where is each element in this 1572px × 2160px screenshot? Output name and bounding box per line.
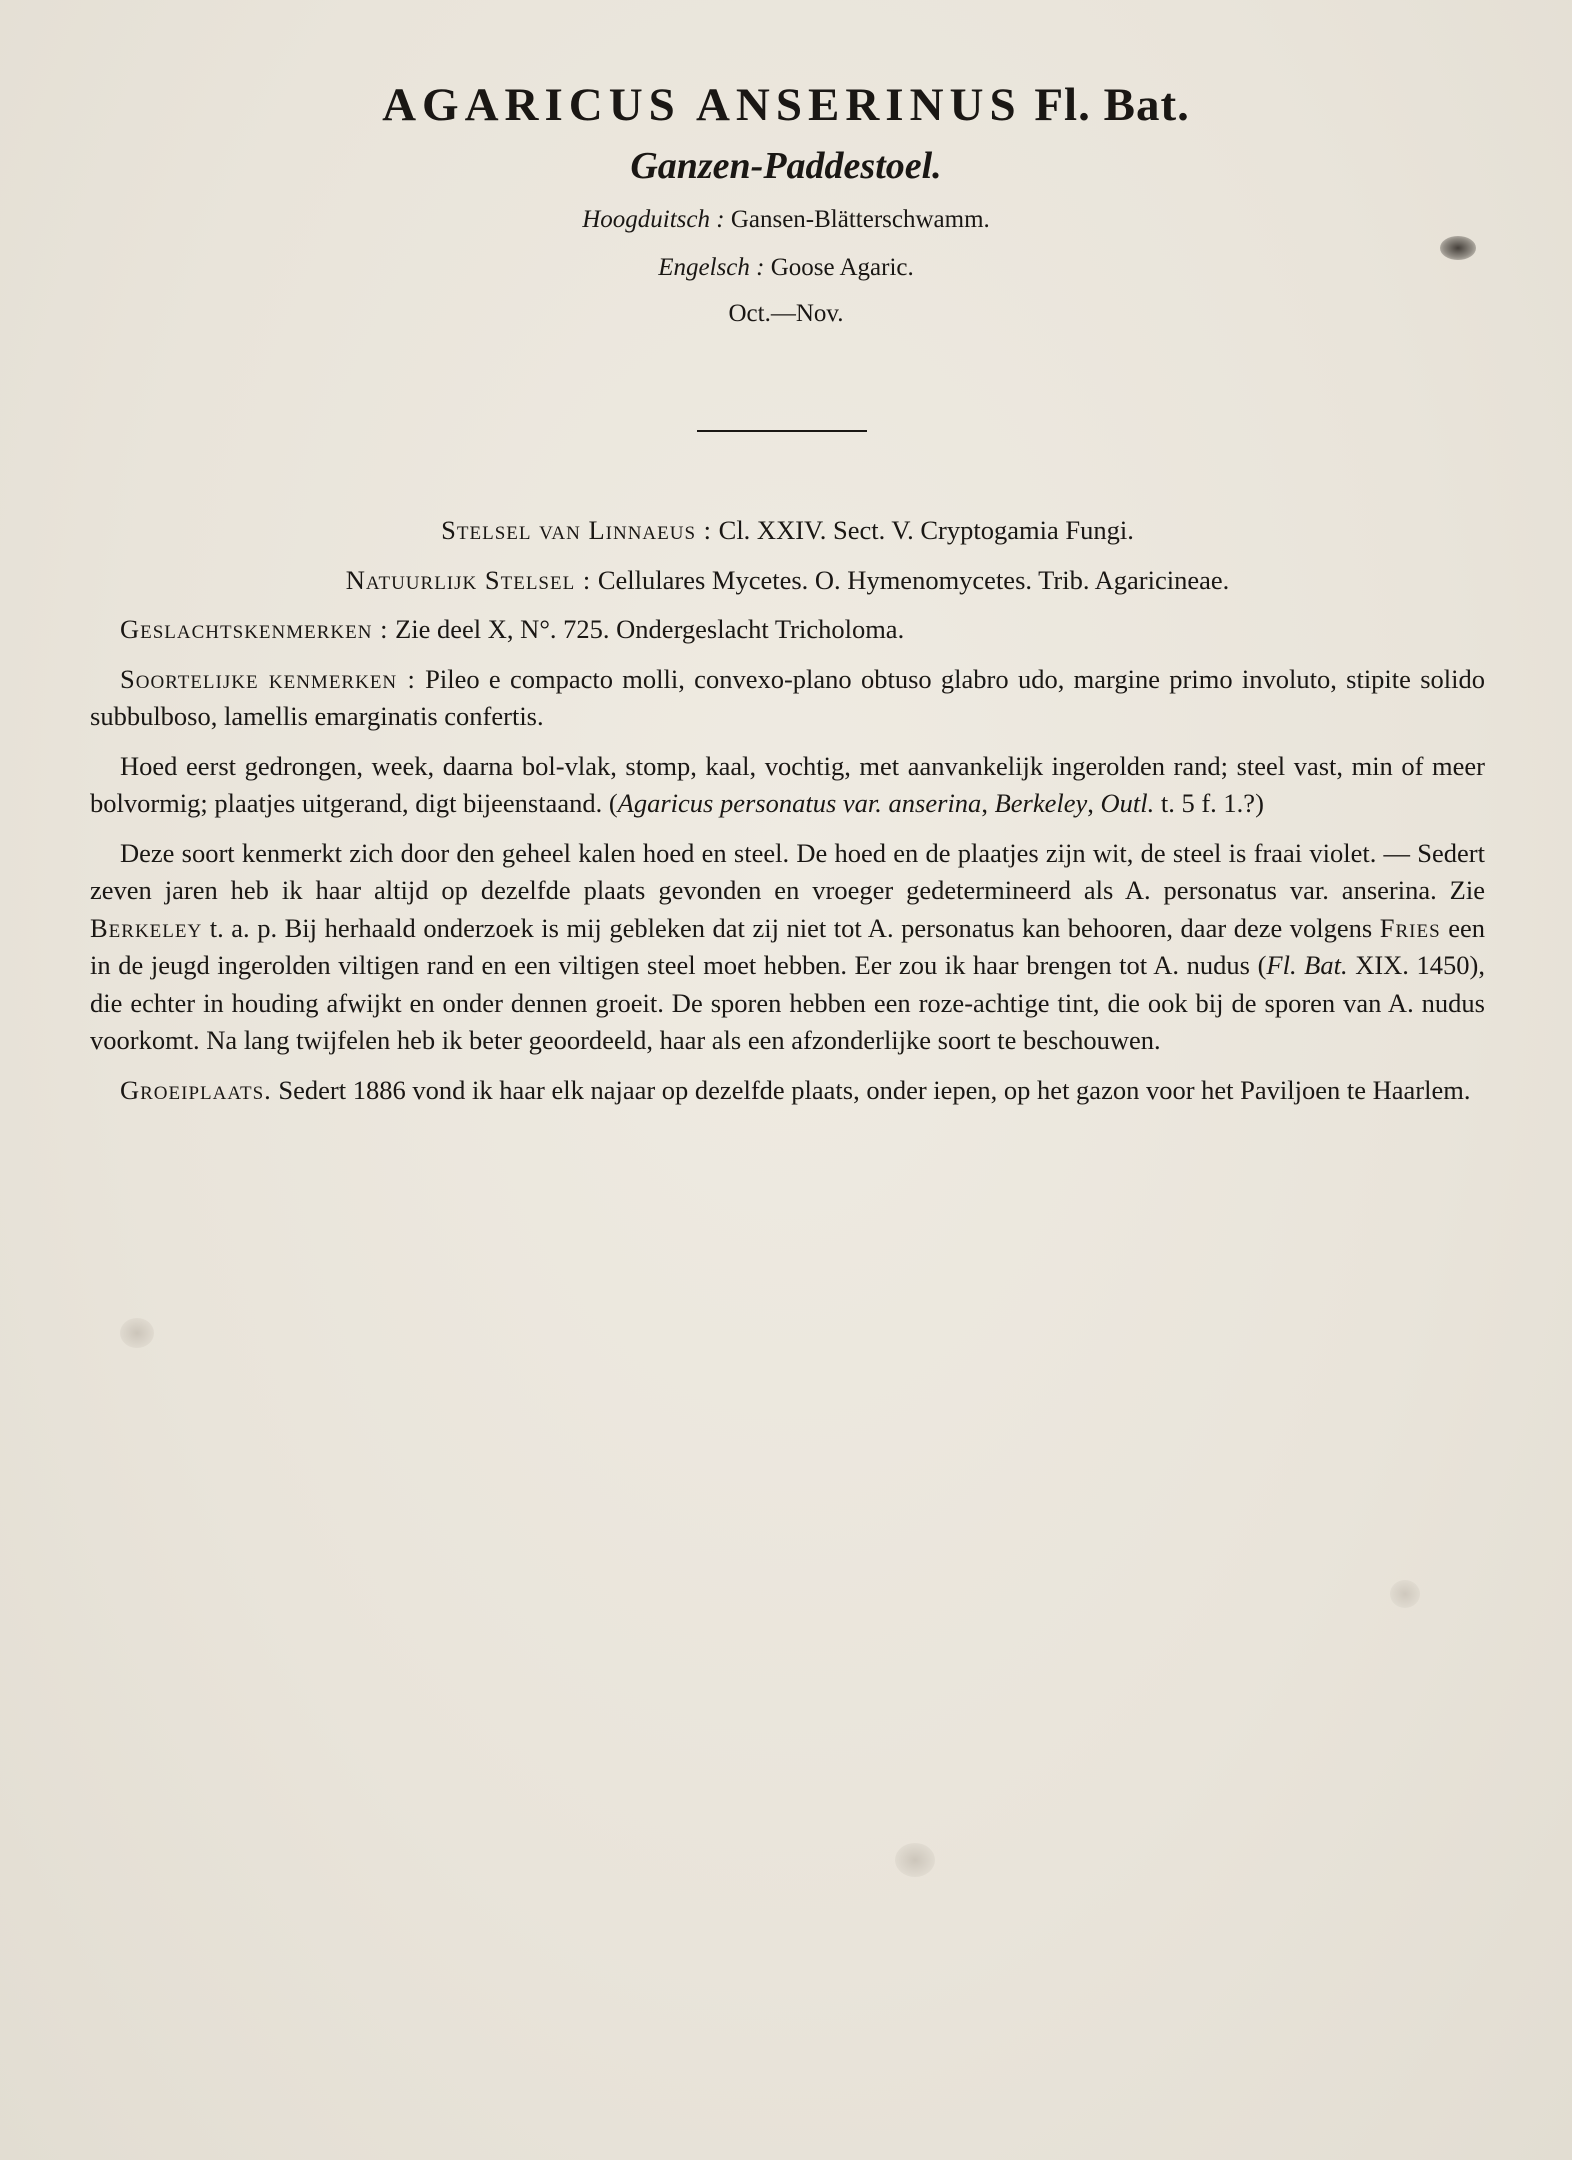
discussion-text: XIX. 1450), die echter in houding afwijkt en onder dennen groeit. De sporen hebben een roze-achtige tint, die ook bij de sporen van A. nudus voorkomt. Na lang twijfelen heb ik beter geoordeeld, haar als een afzonderlijke soort te beschouwen. (90, 950, 1485, 1055)
name-berkeley: Berkeley (90, 912, 203, 943)
description-ref-species: Agaricus personatus var. anserina (617, 788, 982, 818)
genus-label: Geslachtskenmerken : (120, 614, 389, 644)
description-ref-tail: t. 5 f. 1.?) (1154, 788, 1264, 818)
season: Oct.—Nov. (728, 300, 844, 327)
paper-spot (895, 1843, 935, 1877)
description-ref-author: Berkeley (994, 788, 1088, 818)
paper-spot (1390, 1580, 1420, 1608)
page-title (0, 78, 1572, 132)
linnaeus-paragraph (90, 512, 1485, 550)
genus-paragraph (90, 611, 1485, 649)
species-text: Pileo e compacto molli, convexo-plano obtuso glabro udo, margine primo involuto, stipite solido subbulboso, lamellis emarginatis confertis. (90, 663, 1486, 731)
english-name: Goose Agaric. (770, 254, 914, 281)
german-name-line (0, 206, 1572, 234)
english-label: Engelsch : (658, 254, 765, 281)
discussion-paragraph (90, 835, 1485, 1060)
title-author: Fl. Bat. (1034, 79, 1190, 131)
discussion-text: t. a. p. Bij herhaald onderzoek is mij gebleken dat zij niet tot A. personatus kan behooren, daar deze volgens (202, 912, 1380, 943)
german-name: Gansen-Blätterschwamm. (730, 206, 990, 233)
genus-text: Zie deel X, N°. 725. Ondergeslacht Tricholoma. (395, 614, 905, 644)
natural-system-paragraph (90, 562, 1485, 600)
name-fries: Fries (1379, 912, 1441, 943)
natural-system-label: Natuurlijk Stelsel : (345, 564, 592, 595)
english-name-line (0, 254, 1572, 282)
linnaeus-text: Cl. XXIV. Sect. V. Cryptogamia Fungi. (718, 515, 1134, 545)
description-sep: , (1087, 788, 1101, 818)
discussion-text: Deze soort kenmerkt zich door den geheel kalen hoed en steel. De hoed en de plaatjes zijn wit, de steel is fraai violet. — Sedert zeven jaren heb ik haar altijd op dezelfde plaats gevonden en vroeger gedetermineerd als A. personatus var. anserina. Zie (90, 837, 1485, 905)
title-latin: AGARICUS ANSERINUS (382, 79, 1022, 131)
german-label: Hoogduitsch : (582, 206, 725, 233)
natural-system-text: Cellulares Mycetes. O. Hymenomycetes. Trib. Agaricineae. (597, 564, 1230, 595)
habitat-label: Groeiplaats. (120, 1074, 272, 1105)
linnaeus-label: Stelsel van Linnaeus : (441, 515, 713, 545)
description-text: Hoed eerst gedrongen, week, daarna bol-vlak, stomp, kaal, vochtig, met aanvankelijk ingerolden rand; steel vast, min of meer bolvormig; plaatjes uitgerand, digt bijeenstaand. ( (90, 750, 1485, 818)
divider-rule (697, 430, 867, 432)
discussion-text: een in de jeugd ingerolden viltigen rand en een viltigen steel moet hebben. Eer zou ik haar brengen tot A. nudus ( (90, 912, 1485, 980)
paper-spot (120, 1318, 154, 1348)
habitat-paragraph (90, 1072, 1485, 1110)
species-label: Soortelijke kenmerken : (120, 663, 416, 694)
species-paragraph (90, 661, 1485, 736)
description-paragraph (90, 748, 1485, 823)
discussion-ref-work: Fl. Bat. (1266, 950, 1348, 980)
main-text (90, 512, 1485, 1121)
habitat-text: Sedert 1886 vond ik haar elk najaar op dezelfde plaats, onder iepen, op het gazon voor het Paviljoen te Haarlem. (278, 1074, 1471, 1105)
common-name: Ganzen-Paddestoel. (630, 145, 942, 187)
description-ref-work: Outl. (1100, 788, 1155, 818)
description-sep: , (981, 788, 995, 818)
